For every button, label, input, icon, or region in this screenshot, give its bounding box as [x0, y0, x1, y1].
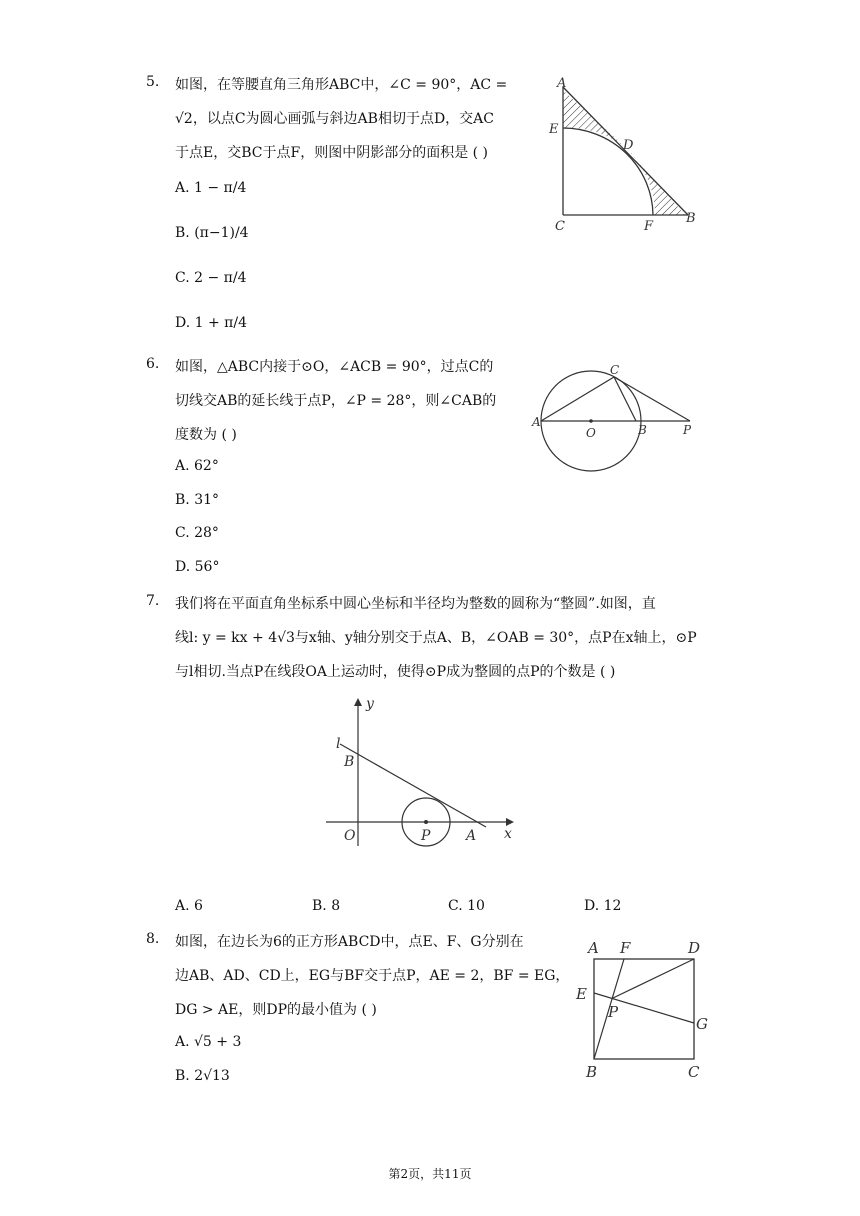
q8-label-d: D [688, 939, 701, 957]
q6-number: 6. [146, 356, 160, 372]
q8-text-line2: 边AB、AD、CD上，EG与BF交于点P，AE = 2，BF = EG， [175, 968, 570, 984]
q6-option-d: D. 56° [175, 559, 220, 575]
q7-label-b: B [344, 754, 355, 770]
q7-text-line2: 线l: y = kx + 4√3与x轴、y轴分别交于点A、B，∠OAB = 30°，点P在x轴上，⊙P [175, 630, 697, 646]
q7-label-p: P [421, 828, 431, 844]
q7-label-o: O [344, 828, 356, 844]
q5-label-c: C [555, 219, 565, 234]
q7-x-arrow [506, 818, 514, 826]
page-footer: 第2页，共11页 [388, 1167, 472, 1181]
q5-text-line3: 于点E，交BC于点F，则图中阴影部分的面积是 ( ) [175, 145, 489, 161]
q5-option-d: D. 1 + π/4 [175, 315, 247, 331]
q6-option-b: B. 31° [175, 492, 220, 508]
q6-label-b: B [638, 423, 647, 437]
q6-label-o: O [586, 426, 596, 440]
q6-text-line2: 切线交AB的延长线于点P，∠P = 28°，则∠CAB的 [175, 393, 497, 409]
q7-figure [320, 692, 520, 852]
q5-label-d: D [623, 138, 634, 153]
q8-label-f: F [620, 939, 631, 957]
q6-center-dot [589, 419, 593, 423]
q8-label-g: G [696, 1015, 708, 1033]
q8-label-c: C [688, 1063, 700, 1081]
q8-text-line3: DG > AE，则DP的最小值为 ( ) [175, 1002, 377, 1018]
q8-text-line1: 如图，在边长为6的正方形ABCD中，点E、F、G分别在 [175, 934, 524, 950]
q8-figure [572, 935, 722, 1085]
q8-line-pd [613, 959, 694, 998]
q5-option-b: B. (π−1)/4 [175, 225, 249, 241]
q5-label-e: E [549, 122, 559, 137]
q6-label-c: C [610, 363, 620, 377]
q8-label-a: A [588, 939, 599, 957]
q5-number: 5. [146, 74, 160, 90]
q7-option-c: C. 10 [448, 898, 485, 914]
q7-option-d: D. 12 [584, 898, 622, 914]
q7-option-b: B. 8 [312, 898, 341, 914]
q5-arc [563, 128, 653, 215]
q8-option-a: A. √5 + 3 [175, 1034, 242, 1050]
q6-text-line1: 如图，△ABC内接于⊙O，∠ACB = 90°，过点C的 [175, 359, 494, 375]
q6-option-c: C. 28° [175, 525, 219, 541]
q7-line-l [340, 744, 486, 827]
q8-label-b: B [586, 1063, 598, 1081]
q5-option-a: A. 1 − π/4 [175, 180, 247, 196]
q8-label-e: E [576, 985, 587, 1003]
q8-option-b: B. 2√13 [175, 1068, 230, 1084]
q7-label-x: x [504, 826, 512, 842]
q5-label-a: A [557, 76, 567, 91]
q5-text-line2: √2，以点C为圆心画弧与斜边AB相切于点D，交AC [175, 111, 494, 127]
q7-number: 7. [146, 593, 160, 609]
q7-point-p [424, 820, 428, 824]
q7-label-y: y [366, 696, 374, 712]
q7-text-line3: 与l相切.当点P在线段OA上运动时，使得⊙P成为整圆的点P的个数是 ( ) [175, 664, 616, 680]
q7-text-line1: 我们将在平面直角坐标系中圆心坐标和半径均为整数的圆称为“整圆”.如图，直 [175, 596, 656, 612]
q7-option-a: A. 6 [175, 898, 203, 914]
q5-label-f: F [644, 219, 654, 234]
q7-label-a: A [466, 828, 477, 844]
q8-number: 8. [146, 931, 160, 947]
q6-label-p: P [683, 423, 692, 437]
q5-text-line1: 如图，在等腰直角三角形ABC中，∠C = 90°，AC = [175, 77, 508, 93]
q6-figure [530, 360, 710, 475]
q7-y-arrow [354, 698, 362, 706]
q8-label-p: P [608, 1003, 619, 1021]
q6-text-line3: 度数为 ( ) [175, 427, 237, 443]
q6-option-a: A. 62° [175, 458, 219, 474]
q5-figure [540, 75, 710, 240]
q6-label-a: A [532, 415, 541, 429]
q5-option-c: C. 2 − π/4 [175, 270, 247, 286]
q7-label-l: l [336, 736, 341, 752]
q5-label-b: B [686, 211, 696, 226]
q6-line-ac [541, 377, 614, 421]
